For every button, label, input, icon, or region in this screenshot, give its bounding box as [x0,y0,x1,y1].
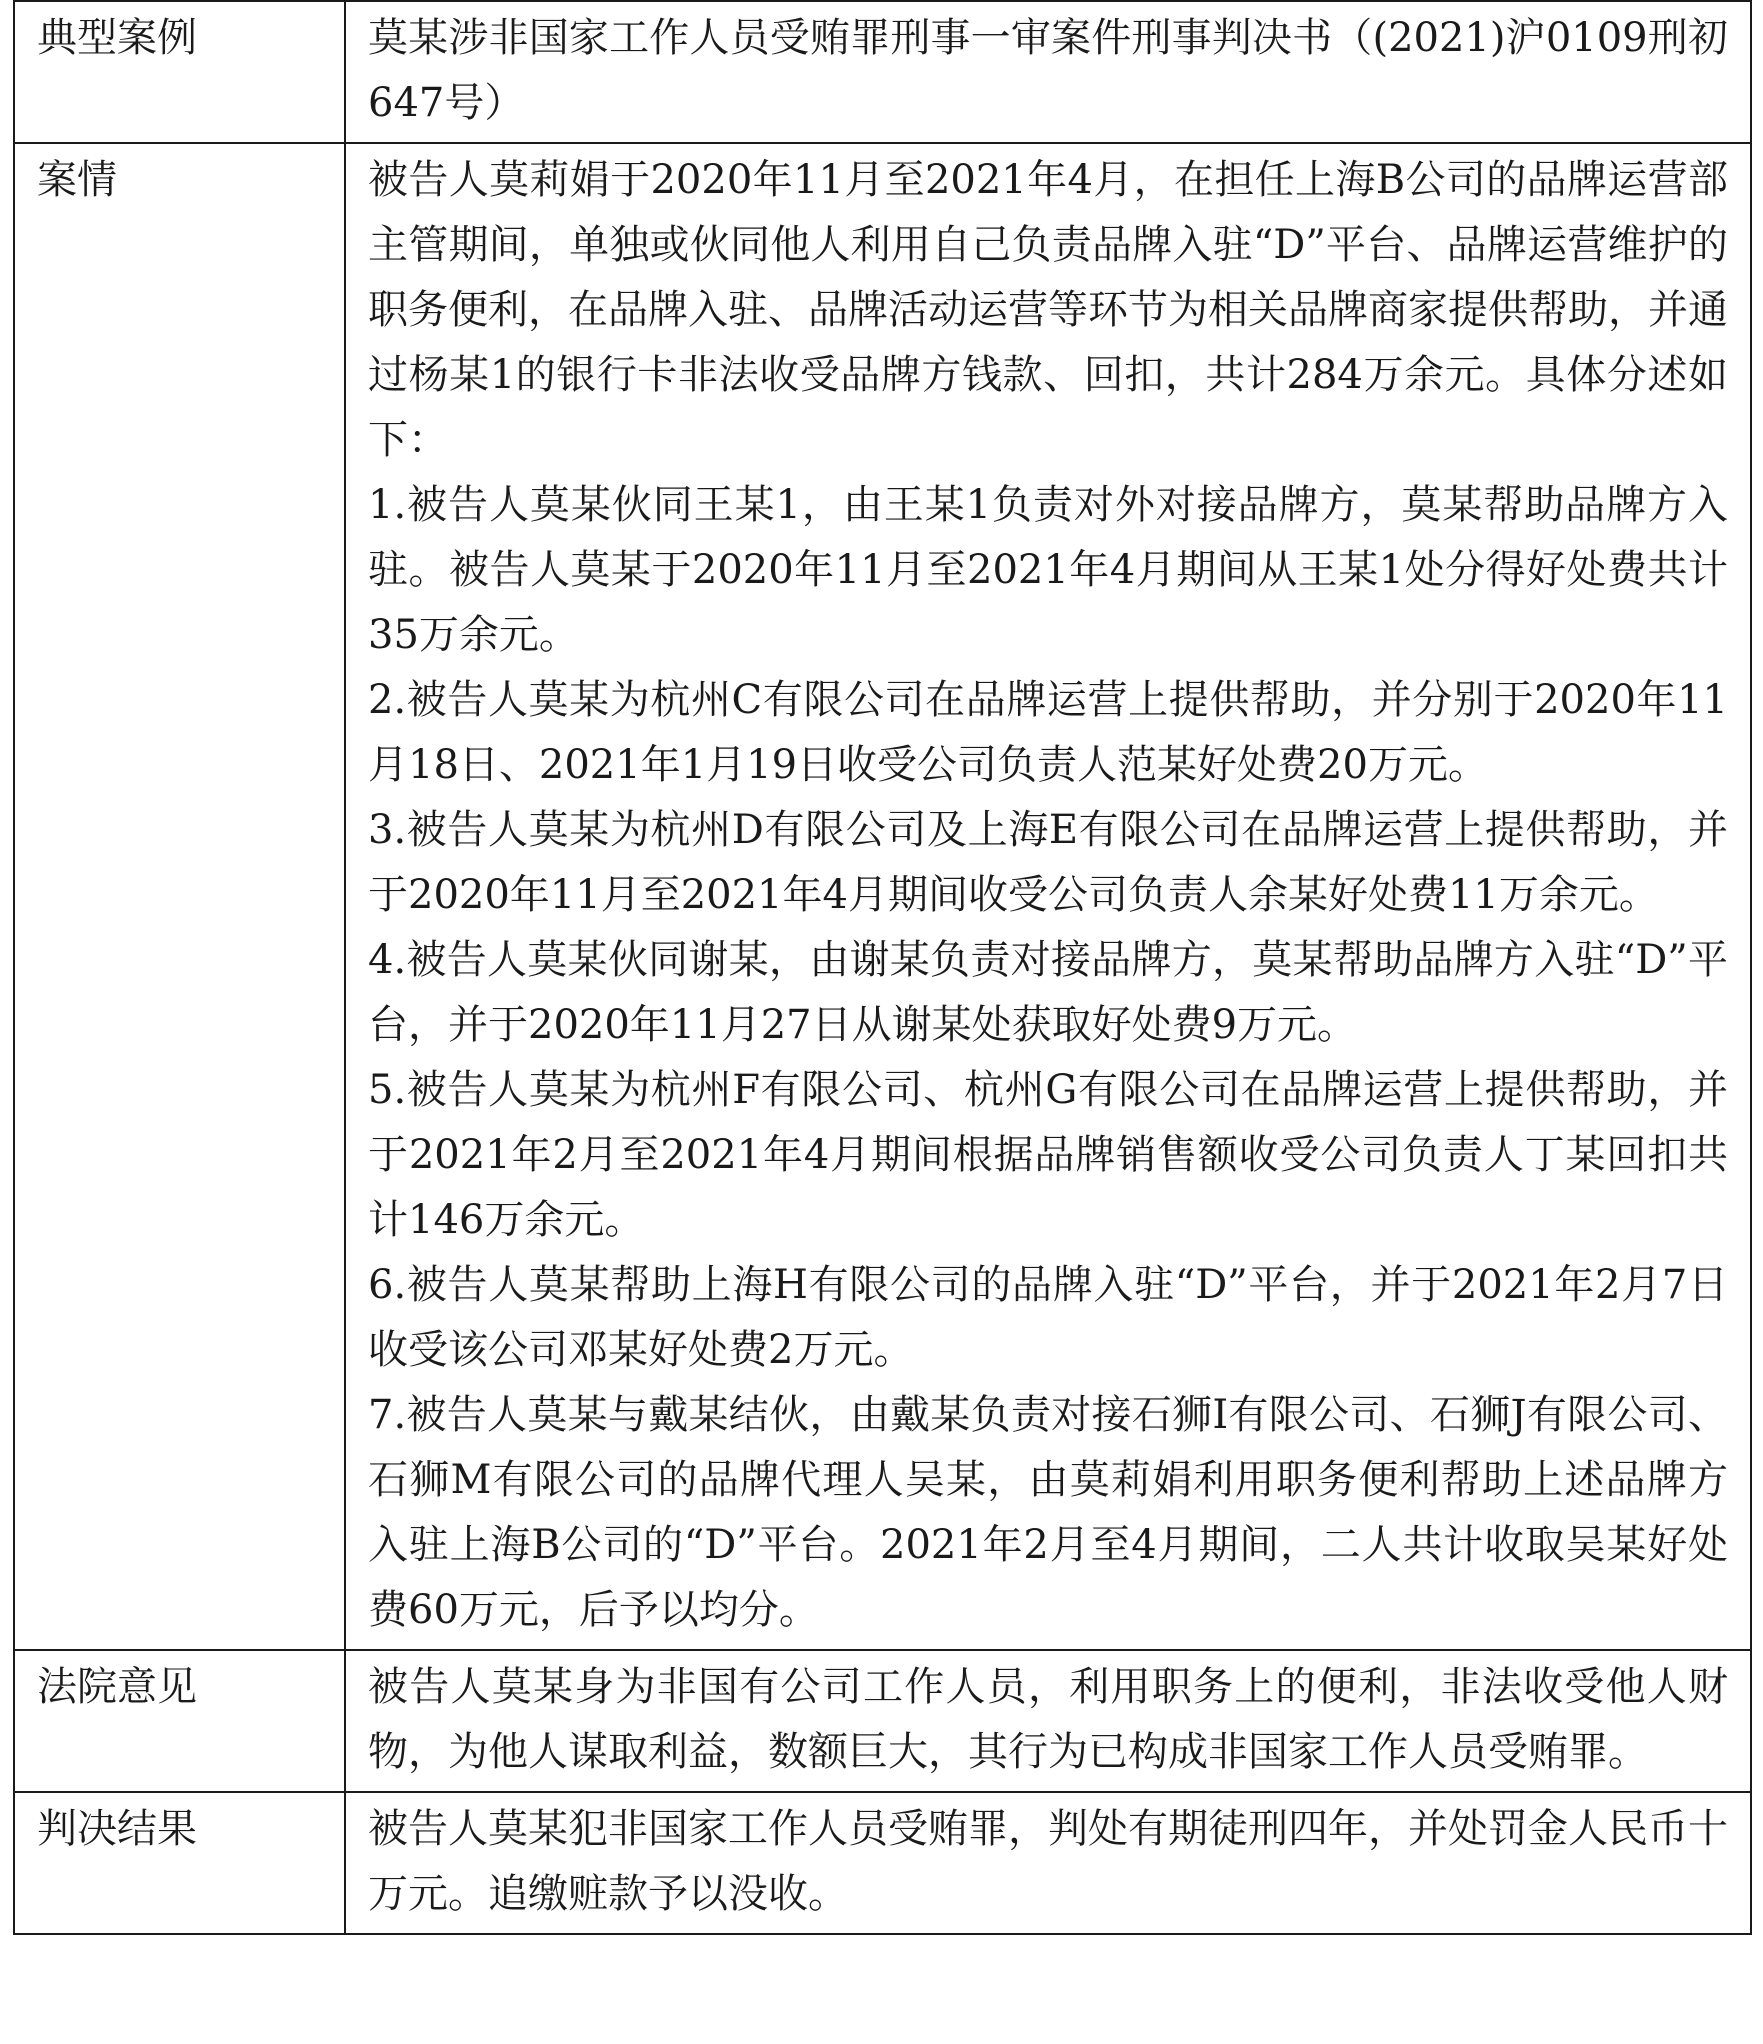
court-opinion-text: 被告人莫某身为非国有公司工作人员，利用职务上的便利，非法收受他人财物，为他人谋取利益，数额巨大，其行为已构成非国家工作人员受贿罪。 [368,1664,1728,1775]
row-content-judgment [345,1792,1751,1934]
facts-item-2: 2.被告人莫某为杭州C有限公司在品牌运营上提供帮助，并分别于2020年11月18日、2021年1月19日收受公司负责人范某好处费20万元。 [368,677,1728,788]
row-label-case-facts: 案情 [14,143,345,1650]
facts-item-1: 1.被告人莫某伙同王某1，由王某1负责对外对接品牌方，莫某帮助品牌方入驻。被告人莫某于2020年11月至2021年4月期间从王某1处分得好处费共计35万余元。 [368,482,1728,658]
judgment-text: 被告人莫某犯非国家工作人员受贿罪，判处有期徒刑四年，并处罚金人民币十万元。追缴赃款予以没收。 [368,1806,1728,1917]
case-title: 莫某涉非国家工作人员受贿罪刑事一审案件刑事判决书（(2021)沪0109刑初647号） [368,15,1728,126]
row-label-court-opinion: 法院意见 [14,1650,345,1792]
facts-item-6: 6.被告人莫某帮助上海H有限公司的品牌入驻“D”平台，并于2021年2月7日收受该公司邓某好处费2万元。 [368,1262,1728,1373]
case-table [13,0,1752,1935]
facts-item-7: 7.被告人莫某与戴某结伙，由戴某负责对接石狮I有限公司、石狮J有限公司、石狮M有限公司的品牌代理人吴某，由莫莉娟利用职务便利帮助上述品牌方入驻上海B公司的“D”平台。2021年2月至4月期间，二人共计收取吴某好处费60万元，后予以均分。 [368,1392,1728,1633]
facts-item-5: 5.被告人莫某为杭州F有限公司、杭州G有限公司在品牌运营上提供帮助，并于2021年2月至2021年4月期间根据品牌销售额收受公司负责人丁某回扣共计146万余元。 [368,1067,1728,1243]
row-content-court-opinion [345,1650,1751,1792]
row-case-facts [14,143,1751,1650]
row-content-typical-case [345,1,1751,143]
facts-item-3: 3.被告人莫某为杭州D有限公司及上海E有限公司在品牌运营上提供帮助，并于2020年11月至2021年4月期间收受公司负责人余某好处费11万余元。 [368,807,1728,918]
row-label-judgment: 判决结果 [14,1792,345,1934]
row-label-typical-case: 典型案例 [14,1,345,143]
row-typical-case [14,1,1751,143]
facts-item-4: 4.被告人莫某伙同谢某，由谢某负责对接品牌方，莫某帮助品牌方入驻“D”平台，并于2020年11月27日从谢某处获取好处费9万元。 [368,937,1728,1048]
row-court-opinion [14,1650,1751,1792]
facts-intro: 被告人莫莉娟于2020年11月至2021年4月，在担任上海B公司的品牌运营部主管期间，单独或伙同他人利用自己负责品牌入驻“D”平台、品牌运营维护的职务便利，在品牌入驻、品牌活动运营等环节为相关品牌商家提供帮助，并通过杨某1的银行卡非法收受品牌方钱款、回扣，共计284万余元。具体分述如下： [368,157,1728,463]
row-judgment [14,1792,1751,1934]
row-content-case-facts [345,143,1751,1650]
